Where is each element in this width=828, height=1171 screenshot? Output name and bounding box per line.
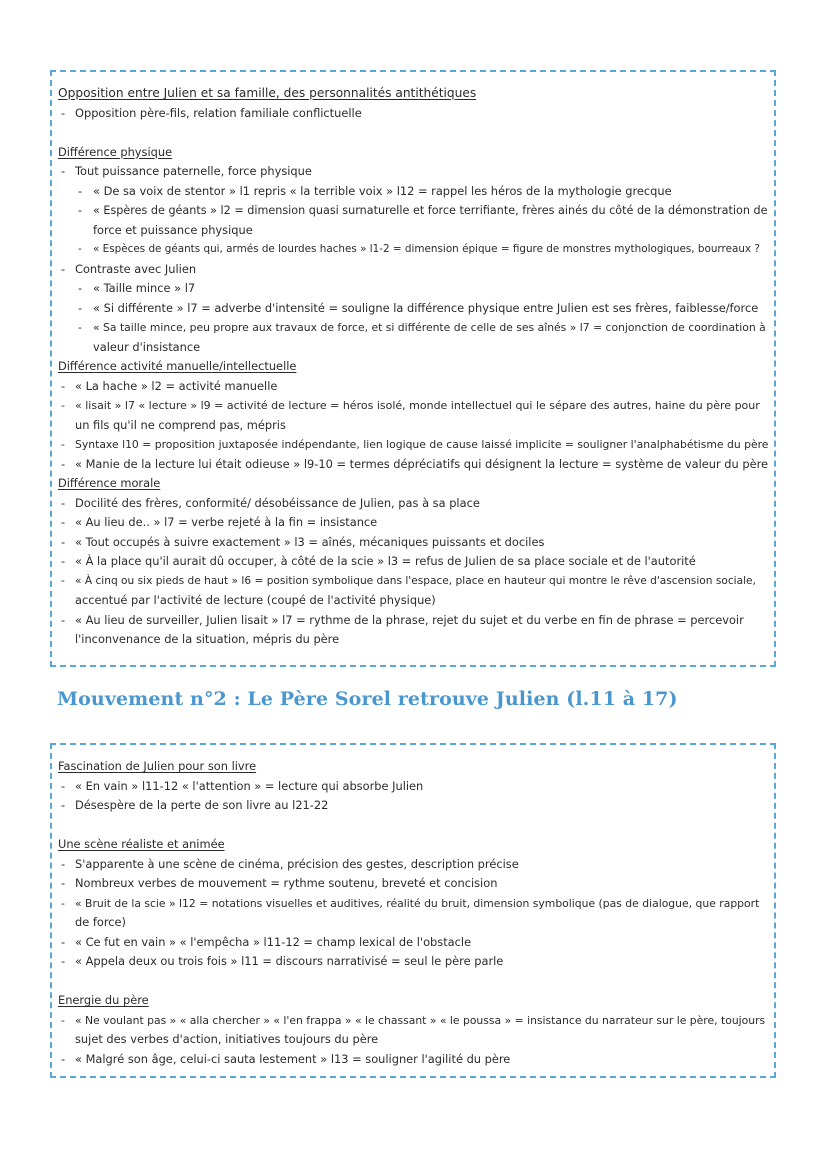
line-text: Fascination de Julien pour son livre: [58, 759, 257, 773]
bullet-continuation: [58, 591, 768, 611]
bullet-item: [58, 260, 768, 280]
bullet-item: [58, 1050, 768, 1070]
bullet-item: [58, 162, 768, 182]
sub-bullet-item: [58, 299, 768, 319]
sub-bullet-continuation: [58, 338, 768, 358]
line-text: l'inconvenance de la situation, mépris du père: [75, 632, 340, 646]
notes-content-1: [58, 84, 768, 650]
bullet-item: [58, 777, 768, 797]
line-text: S'apparente à une scène de cinéma, précision des gestes, description précise: [75, 856, 519, 871]
bullet-item: [58, 494, 768, 514]
blank-line: [58, 123, 768, 143]
bullet-item: [58, 874, 768, 894]
line-text: Différence activité manuelle/intellectuelle: [58, 359, 297, 373]
line-text: Désespère de la perte de son livre au l21-22: [75, 798, 329, 812]
line-text: Une scène réaliste et animée: [58, 837, 225, 851]
bullet-item: [58, 572, 768, 592]
sub-bullet-item: [58, 201, 768, 221]
line-text: Opposition père-fils, relation familiale conflictuelle: [75, 105, 362, 120]
bullet-continuation: [58, 416, 768, 436]
bullet-continuation: [58, 1030, 768, 1050]
sub-bullet-item: [58, 240, 768, 260]
line-text: « De sa voix de stentor » l1 repris « la terrible voix » l12 = rappel les héros de la mythologie grecque: [93, 183, 672, 198]
bullet-item: [58, 933, 768, 953]
line-text: « Ce fut en vain » « l'empêcha » l11-12 = champ lexical de l'obstacle: [75, 934, 472, 949]
line-text: Contraste avec Julien: [75, 261, 197, 276]
bullet-item: [58, 435, 768, 455]
line-text: « Sa taille mince, peu propre aux travaux de force, et si différente de celle de ses aînés » l7 = conjonction de coordination à: [93, 321, 766, 334]
line-text: « Espères de géants » l2 = dimension quasi surnaturelle et force terrifiante, frères ainés du côté de la démonstration de: [93, 204, 768, 217]
section-heading: [58, 84, 768, 104]
line-text: force et puissance physique: [93, 222, 253, 237]
line-text: Tout puissance paternelle, force physique: [75, 164, 312, 178]
bullet-item: [58, 104, 768, 124]
bullet-item: [58, 1011, 768, 1031]
notes-content-2: [58, 757, 768, 1069]
bullet-item: [58, 611, 768, 631]
sub-bullet-item: [58, 279, 768, 299]
bullet-continuation: [58, 913, 768, 933]
line-text: « À cinq ou six pieds de haut » l6 = position symbolique dans l'espace, place en hauteur qui montre le rêve d'ascension sociale,: [75, 574, 756, 587]
subsection-heading: [58, 991, 768, 1011]
notes-box-movement-1: [50, 70, 776, 667]
sub-bullet-item: [58, 318, 768, 338]
line-text: Energie du père: [58, 993, 149, 1007]
line-text: « lisait » l7 « lecture » l9 = activité de lecture = héros isolé, monde intellectuel qui le sépare des autres, haine du père pour: [75, 399, 760, 412]
bullet-item: [58, 533, 768, 553]
line-text: Syntaxe l10 = proposition juxtaposée indépendante, lien logique de cause laissé implicite = souligner l'analphabétisme du père: [75, 438, 769, 451]
movement-2-title: Mouvement n°2 : Le Père Sorel retrouve Julien (l.11 à 17): [57, 688, 678, 710]
bullet-item: [58, 952, 768, 972]
line-text: valeur d'insistance: [93, 339, 201, 354]
subsection-heading: [58, 835, 768, 855]
subsection-heading: [58, 474, 768, 494]
bullet-item: [58, 855, 768, 875]
line-text: « En vain » l11-12 « l'attention » = lecture qui absorbe Julien: [75, 778, 424, 793]
line-text: Nombreux verbes de mouvement = rythme soutenu, breveté et concision: [75, 876, 498, 890]
line-text: « Bruit de la scie » l12 = notations visuelles et auditives, réalité du bruit, dimension symbolique (pas de dialogue, que rapport: [75, 896, 760, 910]
subsection-heading: [58, 757, 768, 777]
sub-bullet-item: [58, 182, 768, 202]
line-text: Différence morale: [58, 476, 161, 490]
line-text: Différence physique: [58, 144, 173, 159]
line-text: « Malgré son âge, celui-ci sauta lestement » l13 = souligner l'agilité du père: [75, 1051, 511, 1066]
line-text: « Appela deux ou trois fois » l11 = discours narrativisé = seul le père parle: [75, 954, 504, 968]
line-text: « Au lieu de surveiller, Julien lisait » l7 = rythme de la phrase, rejet du sujet et du verbe en fin de phrase = percevoir: [75, 612, 744, 627]
subsection-heading: [58, 357, 768, 377]
line-text: « La hache » l2 = activité manuelle: [75, 378, 278, 393]
line-text: un fils qu'il ne comprend pas, mépris: [75, 417, 286, 432]
bullet-item: [58, 377, 768, 397]
sub-bullet-continuation: [58, 221, 768, 241]
line-text: « Ne voulant pas » « alla chercher » « l'en frappa » « le chassant » « le poussa » = insistance du narrateur sur le père, toujours: [75, 1013, 766, 1027]
blank-line: [58, 816, 768, 836]
subsection-heading: [58, 143, 768, 163]
bullet-continuation: [58, 630, 768, 650]
line-text: sujet des verbes d'action, initiatives toujours du père: [75, 1032, 379, 1046]
line-text: « À la place qu'il aurait dû occuper, à côté de la scie » l3 = refus de Julien de sa place sociale et de l'autorité: [75, 554, 696, 568]
notes-box-movement-2: [50, 743, 776, 1078]
line-text: « Tout occupés à suivre exactement » l3 = aînés, mécaniques puissants et dociles: [75, 534, 545, 549]
bullet-item: [58, 455, 768, 475]
bullet-item: [58, 513, 768, 533]
line-text: accentué par l'activité de lecture (coupé de l'activité physique): [75, 593, 436, 607]
line-text: « Espèces de géants qui, armés de lourdes haches » l1-2 = dimension épique = figure de monstres mythologiques, bourreaux ?: [93, 243, 760, 255]
bullet-item: [58, 552, 768, 572]
bullet-item: [58, 796, 768, 816]
line-text: « Au lieu de.. » l7 = verbe rejeté à la fin = insistance: [75, 515, 378, 529]
bullet-item: [58, 894, 768, 914]
line-text: « Si différente » l7 = adverbe d'intensité = souligne la différence physique entre Julien est ses frères, faiblesse/force: [93, 300, 759, 315]
line-text: Opposition entre Julien et sa famille, des personnalités antithétiques: [58, 86, 477, 100]
bullet-item: [58, 396, 768, 416]
line-text: « Manie de la lecture lui était odieuse » l9-10 = termes dépréciatifs qui désignent la lecture = système de valeur du père: [75, 456, 769, 471]
line-text: « Taille mince » l7: [93, 281, 196, 295]
blank-line: [58, 972, 768, 992]
line-text: Docilité des frères, conformité/ désobéissance de Julien, pas à sa place: [75, 495, 480, 510]
line-text: de force): [75, 915, 126, 929]
